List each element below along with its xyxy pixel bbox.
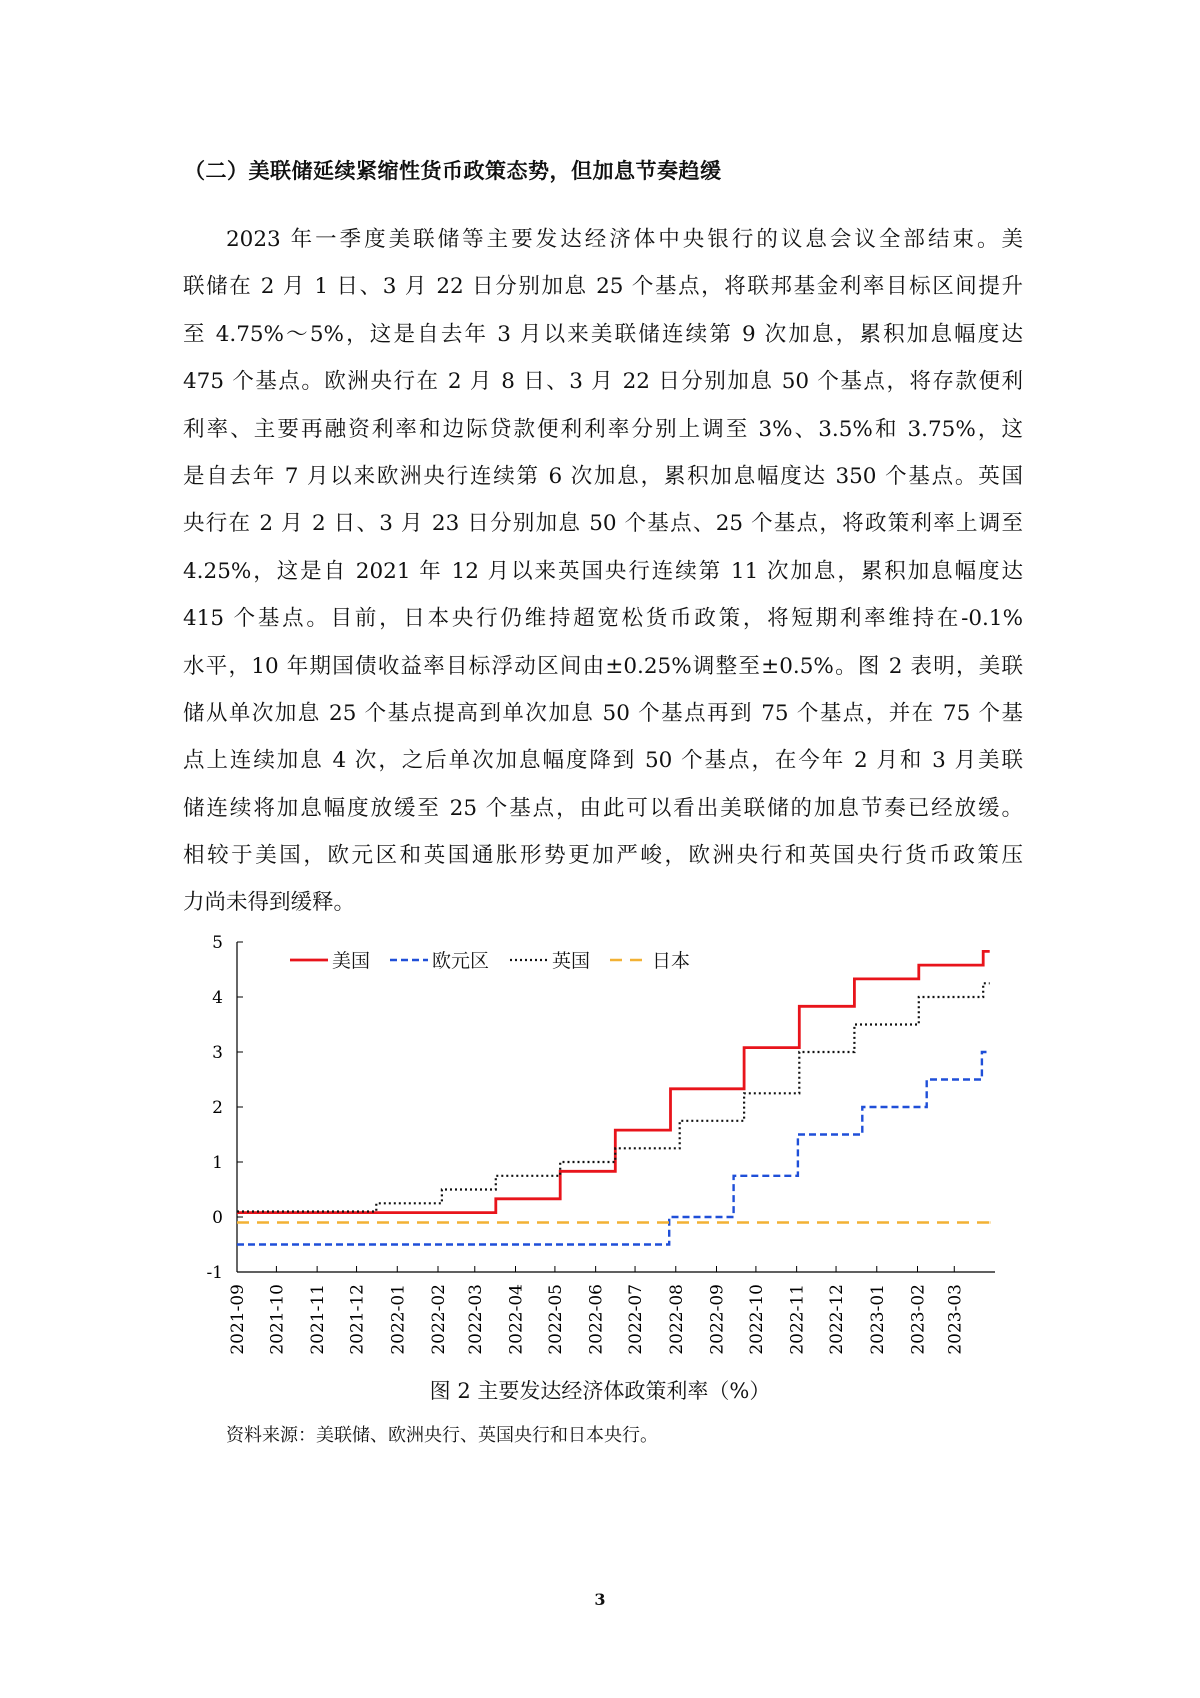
y-tick-label: 3 xyxy=(212,1043,223,1063)
x-tick-label: 2022-07 xyxy=(626,1284,647,1355)
y-tick-label: 5 xyxy=(212,933,223,953)
legend-label: 欧元区 xyxy=(432,950,490,972)
x-tick-label: 2022-02 xyxy=(428,1284,449,1355)
x-tick-label: 2022-08 xyxy=(666,1284,687,1355)
series-line xyxy=(237,951,990,1212)
source-note: 资料来源：美联储、欧洲央行、英国央行和日本央行。 xyxy=(226,1425,658,1446)
section-heading: （二）美联储延续紧缩性货币政策态势，但加息节奏趋缓 xyxy=(184,159,722,183)
x-tick-label: 2022-01 xyxy=(388,1284,409,1355)
paragraph-line: 储从单次加息 25 个基点提高到单次加息 50 个基点再到 75 个基点，并在 75 个基 xyxy=(183,700,1023,726)
y-tick-label: 0 xyxy=(212,1208,223,1228)
y-tick-label: 2 xyxy=(212,1098,223,1118)
x-tick-label: 2022-10 xyxy=(746,1284,767,1355)
paragraph-line: 至 4.75%～5%，这是自去年 3 月以来美联储连续第 9 次加息，累积加息幅度达 xyxy=(183,321,1023,347)
paragraph-line: 是自去年 7 月以来欧洲央行连续第 6 次加息，累积加息幅度达 350 个基点。英国 xyxy=(183,463,1023,489)
x-tick-label: 2023-01 xyxy=(867,1284,888,1355)
x-tick-label: 2021-10 xyxy=(267,1284,288,1355)
paragraph-line: 相较于美国，欧元区和英国通胀形势更加严峻，欧洲央行和英国央行货币政策压 xyxy=(183,843,1023,869)
paragraph-line: 2023 年一季度美联储等主要发达经济体中央银行的议息会议全部结束。美 xyxy=(226,227,1023,252)
y-tick-label: -1 xyxy=(206,1263,223,1283)
paragraph-line: 央行在 2 月 2 日、3 月 23 日分别加息 50 个基点、25 个基点，将政策利率上调至 xyxy=(183,511,1023,537)
x-tick-label: 2022-04 xyxy=(506,1284,527,1355)
x-tick-label: 2022-06 xyxy=(586,1284,607,1355)
paragraph-line: 联储在 2 月 1 日、3 月 22 日分别加息 25 个基点，将联邦基金利率目标区间提升 xyxy=(183,274,1023,300)
legend-label: 日本 xyxy=(652,950,691,972)
x-tick-label: 2023-03 xyxy=(945,1284,966,1355)
y-tick-label: 4 xyxy=(212,988,223,1008)
x-tick-label: 2022-09 xyxy=(707,1284,728,1355)
paragraph-line: 415 个基点。目前，日本央行仍维持超宽松货币政策，将短期利率维持在-0.1% xyxy=(183,606,1023,632)
paragraph-line: 4.25%，这是自 2021 年 12 月以来英国央行连续第 11 次加息，累积加息幅度达 xyxy=(183,558,1023,584)
paragraph-line: 利率、主要再融资利率和边际贷款便利利率分别上调至 3%、3.5%和 3.75%，这 xyxy=(183,416,1023,442)
x-tick-label: 2022-05 xyxy=(545,1284,566,1355)
paragraph-line: 点上连续加息 4 次，之后单次加息幅度降到 50 个基点，在今年 2 月和 3 月美联 xyxy=(183,748,1023,774)
series-line xyxy=(237,1052,990,1245)
x-tick-label: 2021-12 xyxy=(347,1284,368,1355)
y-tick-label: 1 xyxy=(212,1153,223,1173)
series-line xyxy=(237,983,990,1211)
x-tick-label: 2022-12 xyxy=(827,1284,848,1355)
x-tick-label: 2022-03 xyxy=(465,1284,486,1355)
figure-caption: 图 2 主要发达经济体政策利率（%） xyxy=(429,1379,771,1403)
x-tick-label: 2023-02 xyxy=(908,1284,929,1355)
paragraph-line: 储连续将加息幅度放缓至 25 个基点，由此可以看出美联储的加息节奏已经放缓。 xyxy=(183,795,1023,821)
page-number: 3 xyxy=(594,1590,606,1609)
legend-label: 英国 xyxy=(552,950,591,972)
paragraph-line: 475 个基点。欧洲央行在 2 月 8 日、3 月 22 日分别加息 50 个基点，将存款便利 xyxy=(183,369,1023,395)
x-tick-label: 2022-11 xyxy=(787,1284,808,1355)
paragraph-line: 力尚未得到缓释。 xyxy=(183,890,356,916)
paragraph-line: 水平，10 年期国债收益率目标浮动区间由±0.25%调整至±0.5%。图 2 表明，美联 xyxy=(183,653,1023,679)
legend-label: 美国 xyxy=(332,950,371,972)
x-tick-label: 2021-09 xyxy=(228,1284,248,1355)
x-tick-label: 2021-11 xyxy=(308,1284,329,1355)
